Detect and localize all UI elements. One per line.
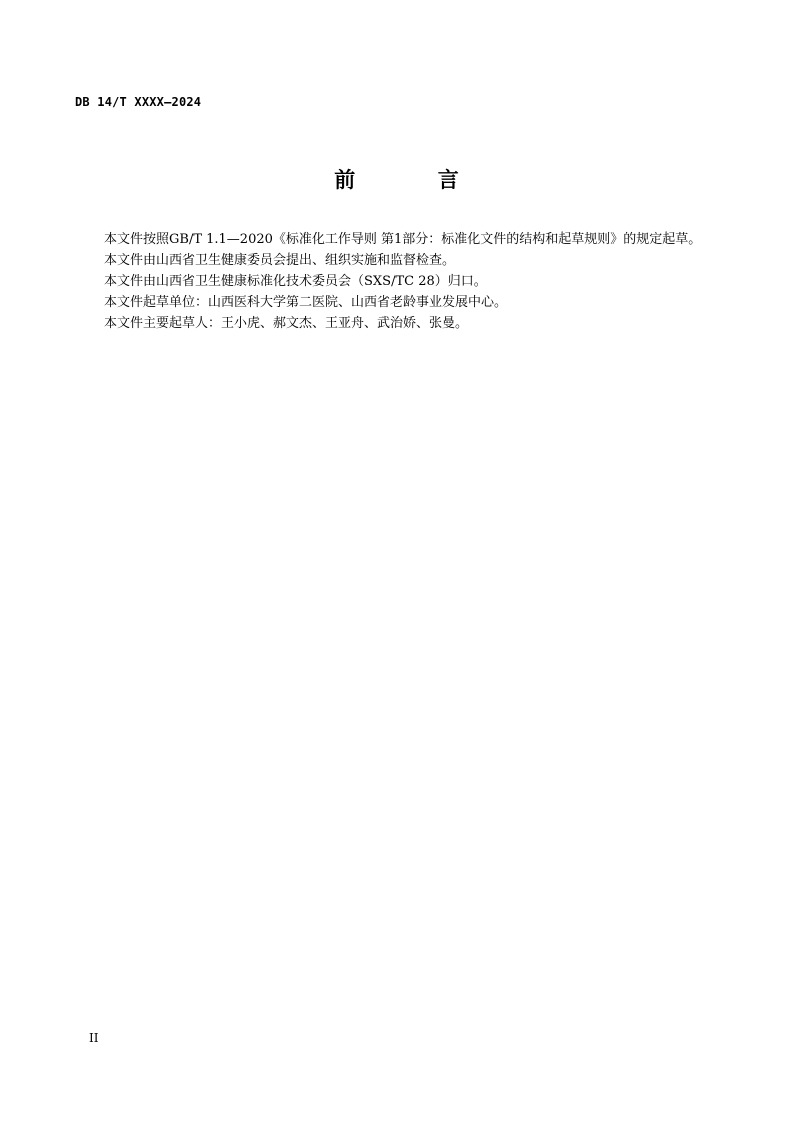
paragraph-drafting-rules: 本文件按照GB/T 1.1—2020《标准化工作导则 第1部分：标准化文件的结构和起草规则》的规定起草。 <box>104 232 702 247</box>
paragraph-proposer: 本文件由山西省卫生健康委员会提出、组织实施和监督检查。 <box>104 253 456 268</box>
paragraph-drafting-units: 本文件起草单位：山西医科大学第二医院、山西省老龄事业发展中心。 <box>104 295 508 310</box>
paragraph-drafters: 本文件主要起草人：王小虎、郝文杰、王亚舟、武治娇、张曼。 <box>104 316 469 331</box>
document-code: DB 14/T XXXX—2024 <box>75 95 202 109</box>
section-title: 前 言 <box>334 168 459 192</box>
paragraph-technical-committee: 本文件由山西省卫生健康标准化技术委员会（SXS/TC 28）归口。 <box>104 274 487 289</box>
page-number: II <box>89 1031 99 1045</box>
foreword-body <box>76 229 718 334</box>
